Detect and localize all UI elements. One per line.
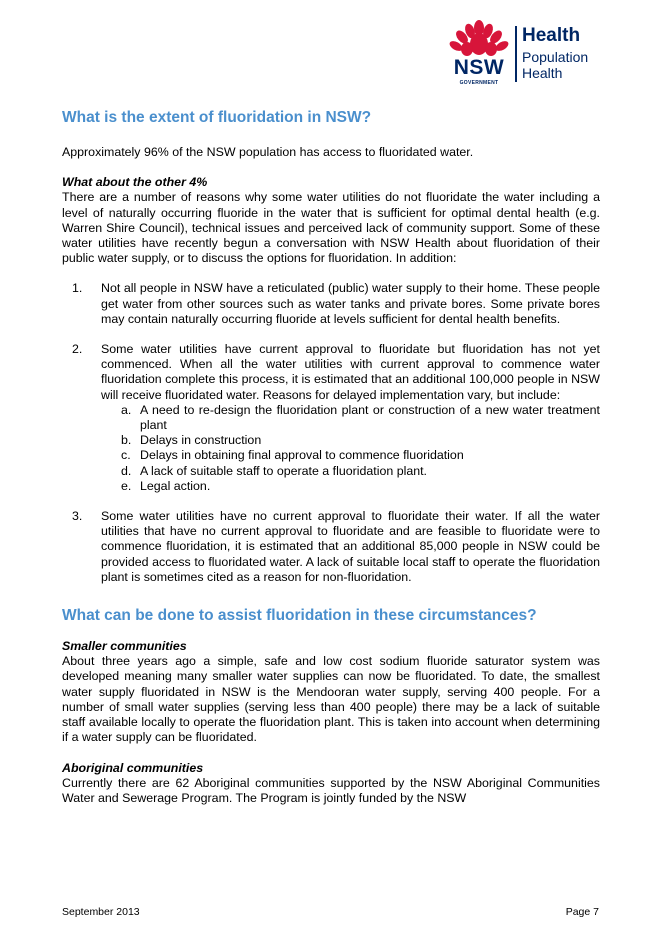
sub-list-letter: c. — [121, 448, 131, 463]
sub-list-text: Delays in construction — [140, 433, 262, 448]
sub-list-text: Delays in obtaining final approval to commence fluoridation — [140, 448, 464, 463]
smaller-communities-paragraph: About three years ago a simple, safe and low cost sodium fluoride saturator system was developed meaning many smaller water supplies can now be fluoridated. To date, the smallest water supply fluoridated in NSW is the Mendooran water supply, serving 400 people. For a number of small water supplies (serving less than 400 people) there may be a lack of suitable staff available locally to operate the fluoridation plant. This is taken into account when determining if a water supply can be fluoridated. — [62, 654, 600, 745]
list-item-text: Not all people in NSW have a reticulated (public) water supply to their home. These people get water from other sources such as water tanks and private bores. Some private bores may contain naturally occurring fluoride at levels sufficient for dental health benefits. — [101, 281, 600, 326]
sub-list-letter: e. — [121, 478, 132, 493]
list-item-text: Some water utilities have current approval to fluoridate but fluoridation has not yet commenced. When all the water utilities with current approval to commence water fluoridation complete this process, it is estimated that an additional 100,000 people in NSW will receive fluoridated water. Reasons for delayed implementation vary, but include: — [101, 342, 600, 402]
page-content — [62, 108, 600, 806]
list-item — [62, 342, 600, 494]
sub-list-text: A lack of suitable staff to operate a fluoridation plant. — [140, 463, 428, 478]
nsw-health-logo — [449, 20, 609, 90]
subheading-other-4: What about the other 4% — [62, 175, 208, 190]
footer-date: September 2013 — [62, 906, 140, 918]
sub-list-letter: b. — [121, 433, 132, 448]
list-item — [62, 509, 600, 585]
intro-paragraph: Approximately 96% of the NSW population has access to fluoridated water. — [62, 145, 474, 159]
list-item-text: Some water utilities have no current approval to fluoridate their water. If all the water utilities that have no current approval to fluoridate and are feasible to fluoridate were to commence fluoridation, it is estimated that an additional 85,000 people in NSW could be provided access to fluoridated water. A lack of suitable local staff to operate the fluoridation plant is sometimes cited as a reason for non-fluoridation. — [101, 509, 600, 584]
waratah-icon — [449, 20, 509, 60]
subheading-aboriginal-communities: Aboriginal communities — [62, 760, 204, 775]
sub-list-item — [100, 464, 600, 479]
sub-list-text: Legal action. — [140, 478, 211, 493]
logo-nsw-text: NSW — [453, 56, 505, 79]
sub-list-text: A need to re-design the fluoridation plant or construction of a new water treatment plant — [140, 402, 600, 433]
aboriginal-communities-paragraph: Currently there are 62 Aboriginal communities supported by the NSW Aboriginal Communities Water and Sewerage Program. The Program is jointly funded by the NSW — [62, 775, 600, 805]
list-item — [62, 281, 600, 327]
delay-reasons-list — [101, 403, 600, 494]
sub-list-item — [100, 479, 600, 494]
footer-page-number: Page 7 — [565, 906, 599, 918]
logo-divider — [515, 26, 517, 82]
list-number: 1. — [72, 281, 83, 296]
logo-government-text: GOVERNMENT — [459, 80, 499, 86]
list-number: 2. — [72, 342, 83, 357]
logo-health-text: Health — [522, 25, 581, 46]
sub-list-item — [100, 448, 600, 463]
reasons-paragraph: There are a number of reasons why some water utilities do not fluoridate the water including a level of naturally occurring fluoride in the water that is sufficient for optimal dental health (e.g. Warren Shire Council), technical issues and perceived lack of community support. Some of these water utilities have recently begun a conversation with NSW Health about fluoridation of their public water supply, or to discuss the options for fluoridation. In addition: — [62, 190, 600, 266]
sub-list-letter: d. — [121, 463, 132, 478]
subheading-smaller-communities: Smaller communities — [62, 639, 187, 654]
logo-health-text-2: Health — [522, 65, 563, 81]
logo-population-text: Population — [522, 49, 589, 65]
section-heading-assist: What can be done to assist fluoridation in these circumstances? — [62, 607, 537, 625]
list-number: 3. — [72, 509, 83, 524]
sub-list-letter: a. — [121, 402, 132, 417]
section-heading-extent: What is the extent of fluoridation in NSW? — [62, 109, 372, 126]
sub-list-item — [100, 403, 600, 433]
sub-list-item — [100, 433, 600, 448]
reasons-list — [62, 281, 600, 585]
